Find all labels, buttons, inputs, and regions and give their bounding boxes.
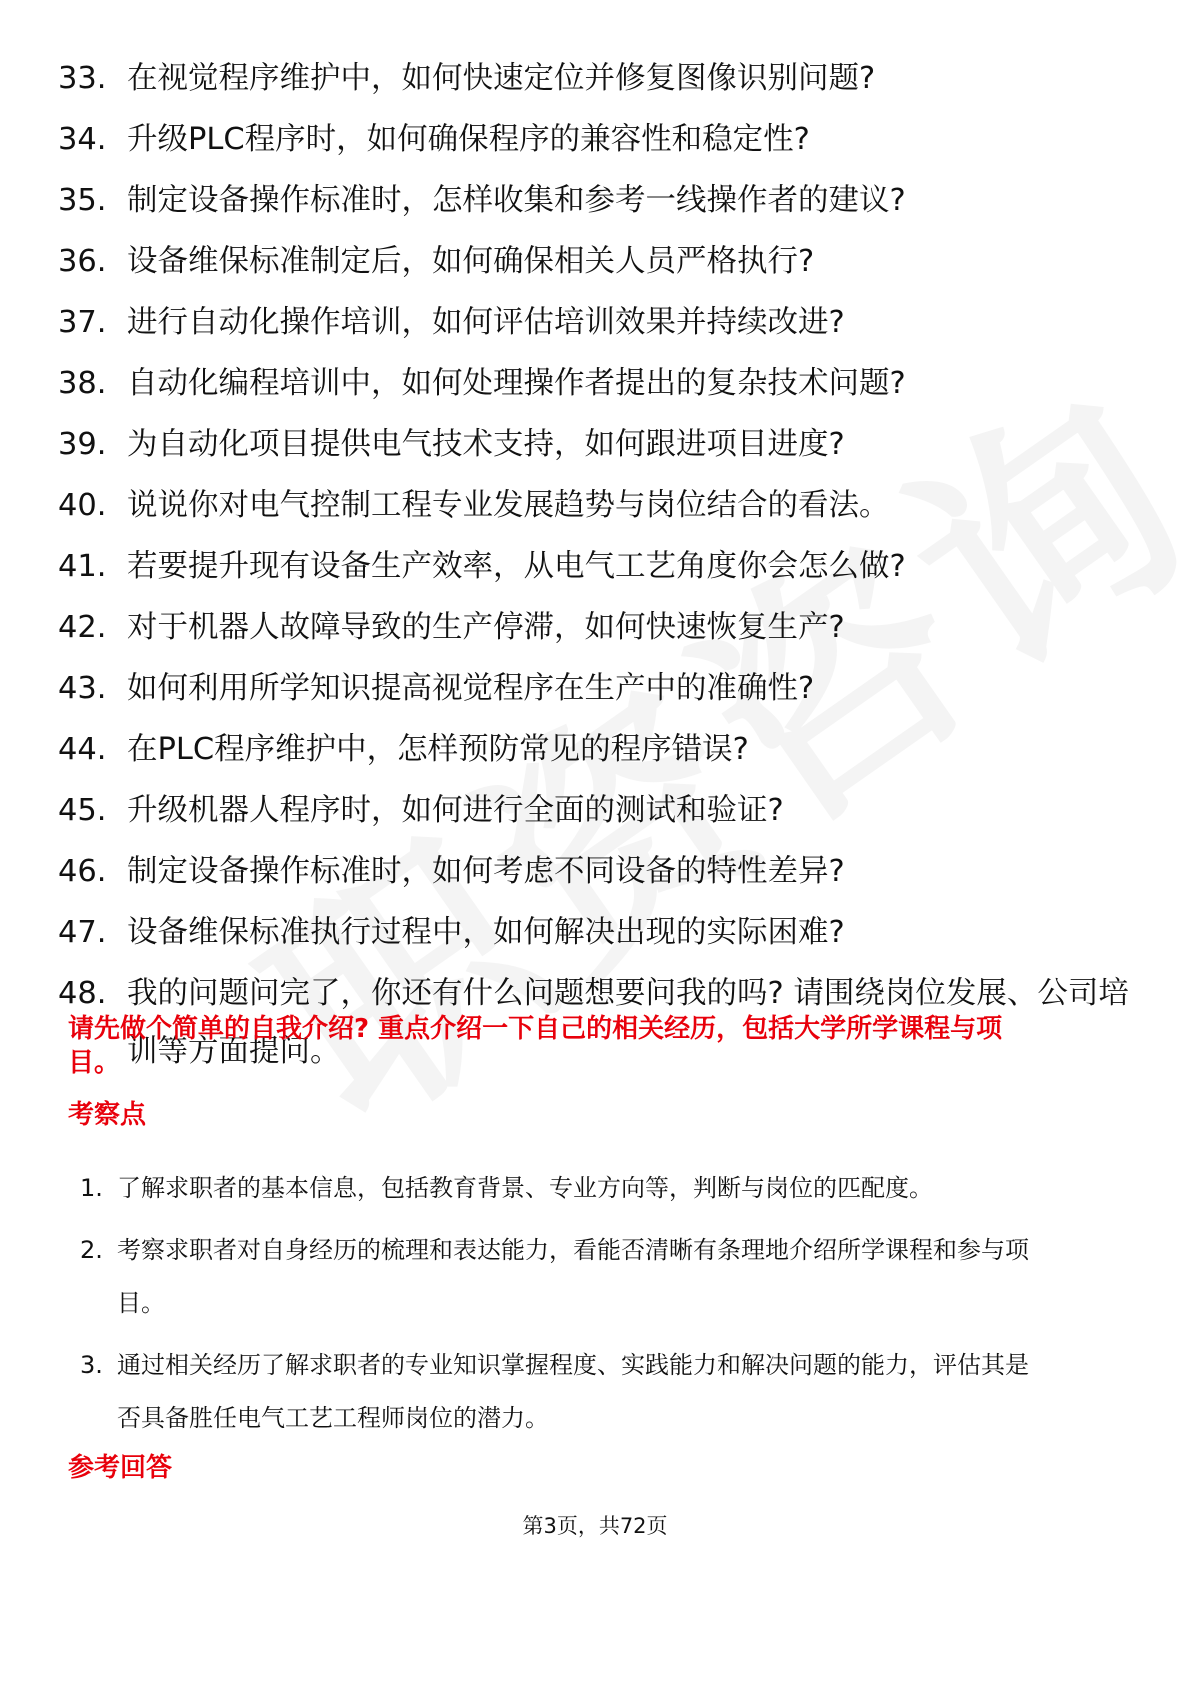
- question-text: 为自动化项目提供电气技术支持，如何跟进项目进度?: [127, 427, 845, 462]
- question-number: 41.: [58, 549, 107, 584]
- assessment-title: 考察点: [68, 1100, 147, 1130]
- question-item: [58, 170, 1138, 231]
- reference-answer-title: 参考回答: [68, 1453, 173, 1483]
- question-item: [58, 536, 1138, 597]
- page-footer: 第3页，共72页: [522, 1514, 668, 1538]
- question-number: 36.: [58, 244, 107, 279]
- question-number: 35.: [58, 183, 107, 218]
- question-text: 进行自动化操作培训，如何评估培训效果并持续改进?: [127, 305, 845, 340]
- question-text: 对于机器人故障导致的生产停滞，如何快速恢复生产?: [127, 610, 845, 645]
- question-text: 说说你对电气控制工程专业发展趋势与岗位结合的看法。: [127, 488, 890, 523]
- point-text: 考察求职者对自身经历的梳理和表达能力，看能否清晰有条理地介绍所学课程和参与项目。: [117, 1236, 1029, 1317]
- featured-question: 请先做个简单的自我介绍? 重点介绍一下自己的相关经历，包括大学所学课程与项目。: [68, 1014, 1003, 1078]
- question-item: [58, 658, 1138, 719]
- question-item: [58, 841, 1138, 902]
- question-text: 我的问题问完了，你还有什么问题想要问我的吗? 请围绕岗位发展、公司培训等方面提问。: [127, 976, 1129, 1069]
- question-item: [58, 902, 1138, 963]
- question-text: 设备维保标准制定后，如何确保相关人员严格执行?: [127, 244, 815, 279]
- question-number: 47.: [58, 915, 107, 950]
- question-text: 如何利用所学知识提高视觉程序在生产中的准确性?: [127, 671, 815, 706]
- question-number: 42.: [58, 610, 107, 645]
- question-text: 升级PLC程序时，如何确保程序的兼容性和稳定性?: [127, 122, 810, 157]
- question-text: 在视觉程序维护中，如何快速定位并修复图像识别问题?: [127, 61, 876, 96]
- question-item: [58, 353, 1138, 414]
- question-number: 48.: [58, 976, 107, 1011]
- question-text: 在PLC程序维护中，怎样预防常见的程序错误?: [127, 732, 749, 767]
- question-number: 44.: [58, 732, 107, 767]
- question-item: [58, 780, 1138, 841]
- question-text: 自动化编程培训中，如何处理操作者提出的复杂技术问题?: [127, 366, 906, 401]
- question-item: [58, 48, 1138, 109]
- question-item: [58, 719, 1138, 780]
- question-number: 37.: [58, 305, 107, 340]
- point-number: 3.: [80, 1351, 103, 1379]
- question-number: 38.: [58, 366, 107, 401]
- question-number: 39.: [58, 427, 107, 462]
- question-item: [58, 414, 1138, 475]
- assessment-points: [80, 1162, 1040, 1454]
- question-text: 若要提升现有设备生产效率，从电气工艺角度你会怎么做?: [127, 549, 906, 584]
- question-list: [58, 48, 1138, 1081]
- point-number: 2.: [80, 1236, 103, 1264]
- question-text: 制定设备操作标准时，如何考虑不同设备的特性差异?: [127, 854, 845, 889]
- question-text: 设备维保标准执行过程中，如何解决出现的实际困难?: [127, 915, 845, 950]
- assessment-point: [80, 1224, 1040, 1330]
- point-text: 通过相关经历了解求职者的专业知识掌握程度、实践能力和解决问题的能力，评估其是否具备胜任电气工艺工程师岗位的潜力。: [117, 1351, 1029, 1432]
- question-text: 制定设备操作标准时，怎样收集和参考一线操作者的建议?: [127, 183, 906, 218]
- question-item: [58, 109, 1138, 170]
- question-number: 46.: [58, 854, 107, 889]
- assessment-point: [80, 1339, 1040, 1445]
- question-item: [58, 231, 1138, 292]
- question-text: 升级机器人程序时，如何进行全面的测试和验证?: [127, 793, 784, 828]
- question-item: [58, 597, 1138, 658]
- question-number: 34.: [58, 122, 107, 157]
- question-number: 45.: [58, 793, 107, 828]
- question-number: 33.: [58, 61, 107, 96]
- question-item: [58, 475, 1138, 536]
- question-number: 40.: [58, 488, 107, 523]
- point-text: 了解求职者的基本信息，包括教育背景、专业方向等，判断与岗位的匹配度。: [117, 1174, 933, 1202]
- point-number: 1.: [80, 1174, 103, 1202]
- question-number: 43.: [58, 671, 107, 706]
- assessment-point: [80, 1162, 1040, 1215]
- question-item: [58, 292, 1138, 353]
